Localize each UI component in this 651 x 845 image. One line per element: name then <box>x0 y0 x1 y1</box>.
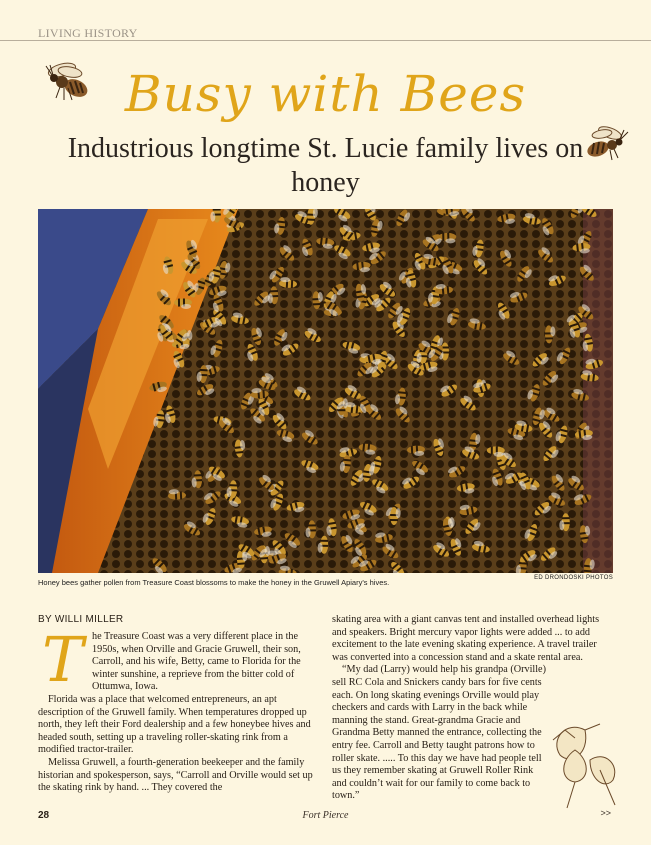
paragraph-2: Florida was a place that welcomed entrepreneurs, an apt description of the Gruwell family. When temperatures dropped up north, they left their Ford dealership and a few honeybee hives and headed south, setting up a traveling roller-skating rink from a modified tractor-trailer. <box>38 693 311 756</box>
publication-name: Fort Pierce <box>302 810 349 821</box>
photo-caption: Honey bees gather pollen from Treasure Coast blossoms to make the honey in the Gruwell Apiary's hives. <box>38 578 390 587</box>
top-rule <box>0 40 651 41</box>
paragraph-1: he Treasure Coast was a very different place in the 1950s, when Orville and Gracie Gruwell, their son, Carroll, and his wife, Betty, came to Florida for the winter sunshine, a reprieve from the bitter cold of Ottumwa, Iowa. <box>92 631 301 693</box>
bee-icon <box>584 124 632 164</box>
paragraph-5: “My dad (Larry) would help his grandpa (Orville) sell RC Cola and Snickers candy bars for five cents each. On long skating evenings Orville would play checkers and cards with Larry in the back while manning the stand. Great-grandma Gracie and Grandma Betty manned the entrance, collecting the entry fee. Carroll and Betty taught patrons how to roller skate. ..... To this day we have had people tell us they remember skating at Gruwell Roller Rink and couldn’t wait for our family to come back to town.” <box>332 664 546 802</box>
drop-cap: T <box>42 623 84 696</box>
section-label: LIVING HISTORY <box>38 26 138 40</box>
article-column-1 <box>38 623 314 811</box>
page-number: 28 <box>38 810 50 821</box>
article-subtitle: Industrious longtime St. Lucie family lives on honey <box>67 133 584 198</box>
article-title: Busy with Bees <box>124 65 527 123</box>
honeycomb-photo <box>38 209 613 573</box>
continue-marker[interactable]: >> <box>600 808 611 818</box>
paragraph-4: skating area with a giant canvas tent and installed overhead lights and speakers. Bright mercury vapor lights were added ... to add excitement to the late evening skating experience. A travel trailer was converted into a concession stand and a skate rental area. <box>332 614 600 663</box>
byline: BY WILLI MILLER <box>38 614 124 625</box>
photo-credit: ED DRONDOSKI PHOTOS <box>534 575 613 581</box>
paragraph-3: Melissa Gruwell, a fourth-generation beekeeper and the family historian and spokesperson, says, “Carroll and Orville would set up the skating rink by hand. ... They covered the <box>38 756 313 794</box>
daffodil-illustration <box>545 720 625 810</box>
